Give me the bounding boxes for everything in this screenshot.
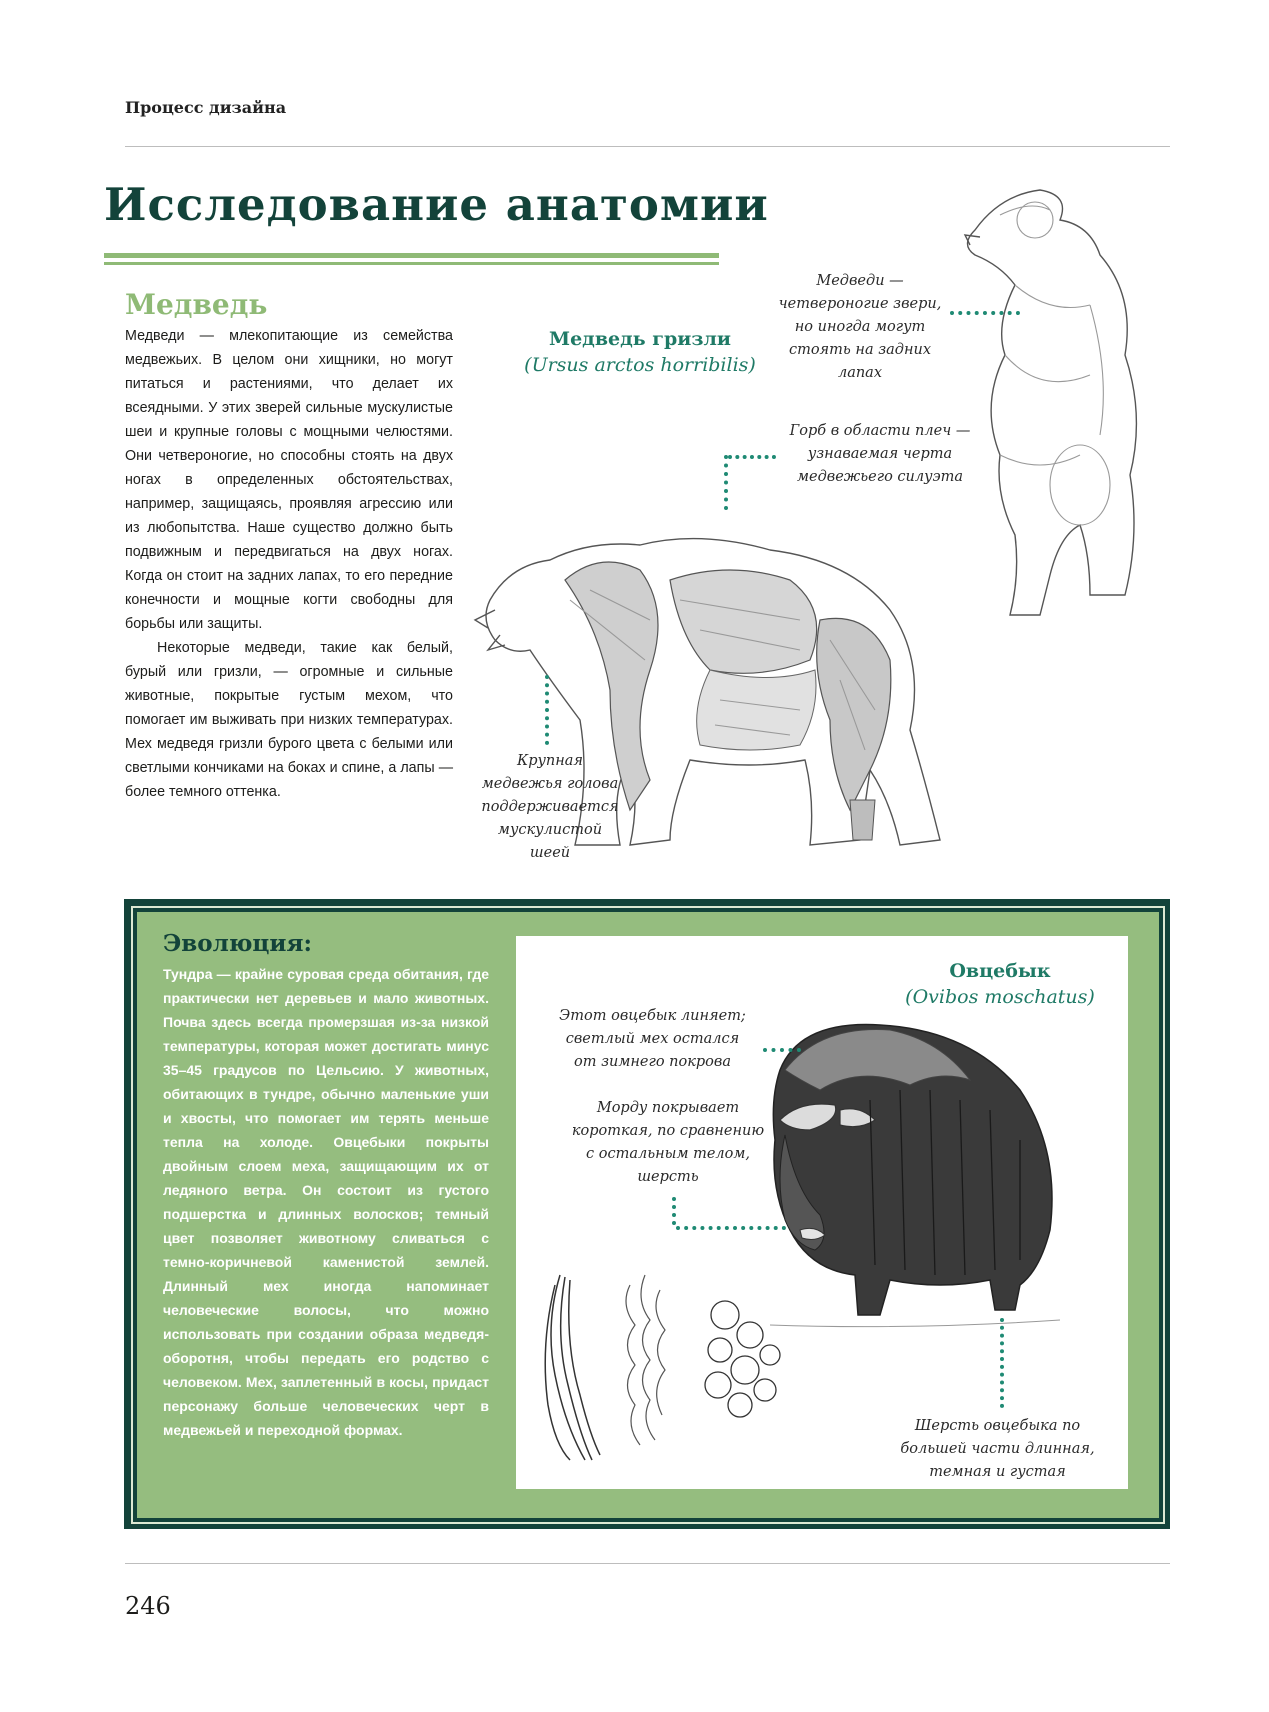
grizzly-figure-title [490,326,790,378]
musk-ox-title: Овцебык [949,960,1051,982]
page-number: 246 [125,1592,171,1620]
leader-hump-vertical [724,455,728,510]
running-head: Процесс дизайна [125,98,287,117]
caption-bear-hump: Горб в области плеч — узнаваемая черта медвежьего силуэта [789,423,971,485]
grizzly-latin-name: (Ursus arctos horribilis) [524,354,756,376]
caption-bear-head: Крупная медвежья голова поддерживается мускулистой шеей [481,753,619,861]
evolution-text: Тундра — крайне суровая среда обитания, где практически нет деревьев и мало животных. Почва здесь всегда промерзшая из-за низкой температуры, которая может достигать минус 35–45 градусов по Цельсию. У животных, обитающих в тундре, обычно маленькие уши и хвосты, что помогает им терять меньше тепла на холоде. Овцебыки покрыты двойным слоем меха, защищающим их от ледяного ветра. Он состоит из густого подшерстка и длинных волосков; темный цвет позволяет животному сливаться с темно-коричневой каменистой землей. Длинный мех иногда напоминает человеческие волосы, что можно использовать при создании образа медведя-оборотня, чтобы передать его родство с человеком. Мех, заплетенный в косы, придаст персонажу больше человеческих черт в медвежьей и переходной формах. [163,966,489,1438]
caption-bear-standing: Медведи — четвероногие звери, но иногда могут стоять на задних лапах [778,273,942,381]
musk-ox-figure-title [880,958,1120,1010]
leader-muzzle-horizontal [676,1226,786,1230]
leader-hump-horizontal [728,455,776,459]
leader-muzzle-vertical [672,1197,676,1225]
title-underline-thin [104,262,719,265]
grizzly-title: Медведь гризли [549,328,731,350]
leader-shedding [763,1048,801,1052]
caption-musk-ox-fur: Шерсть овцебыка по большей части длинная, темная и густая [900,1418,1095,1480]
bear-body-text [125,324,453,804]
musk-ox-latin-name: (Ovibos moschatus) [905,986,1095,1008]
caption-musk-ox-muzzle: Морду покрывает короткая, по сравнению с остальным телом, шерсть [571,1100,765,1185]
title-underline [104,253,719,258]
leader-fur [1000,1318,1004,1408]
header-divider [125,146,1170,147]
standing-bear-sketch [940,175,1180,645]
evolution-heading: Эволюция: [163,930,312,957]
leader-standing [950,311,1020,315]
section-heading-bear: Медведь [125,288,268,321]
footer-divider [125,1563,1170,1564]
leader-head [545,675,549,745]
bear-paragraph-1: Медведи — млекопитающие из семейства медвежьих. В целом они хищники, но могут питаться и растениями, что делает их всеядными. У этих зверей сильные мускулистые шеи и крупные головы с мощными челюстями. Они четвероногие, но способны стоять на двух ногах в определенных обстоятельствах, например, защищаясь, проявляя агрессию или из любопытства. Наше существо должно быть подвижным и передвигаться на двух ногах. Когда он стоит на задних лапах, то его передние конечности и мощные когти свободны для борьбы или защиты. [125,328,453,632]
page-title: Исследование анатомии [104,178,769,231]
fur-texture-studies [540,1265,800,1465]
caption-musk-ox-shedding: Этот овцебык линяет; светлый мех остался от зимнего покрова [559,1008,746,1070]
bear-paragraph-2: Некоторые медведи, такие как белый, бурый или гризли, — огромные и сильные животные, покрытые густым мехом, что помогает им выживать при низких температурах. Мех медведя гризли бурого цвета с белыми или светлыми кончиками на боках и спине, а лапы — более темного оттенка. [125,640,453,800]
